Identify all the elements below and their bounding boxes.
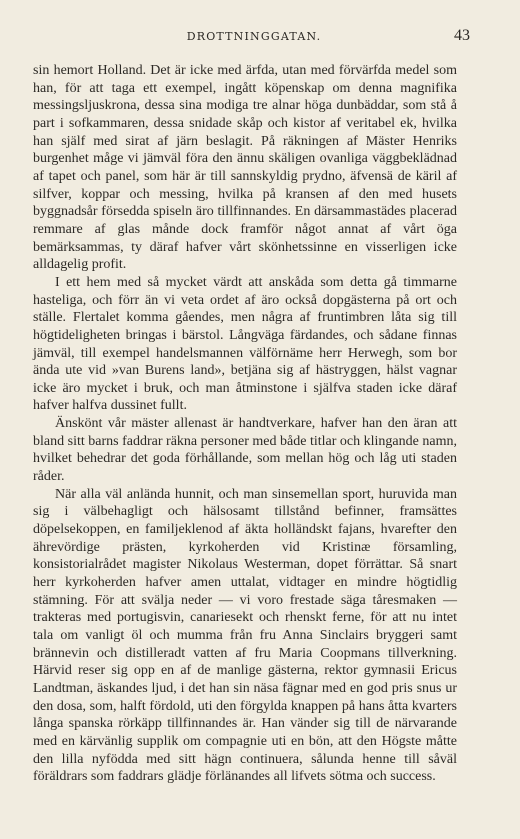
running-head [52, 27, 470, 50]
paragraph-4: När alla väl anlända hunnit, och man sinsemellan sport, huruvida man sig i välbehagligt och hälsosamt tillstånd befinner, framsättes döpelsekoppen, en familjeklenod af äkta holländskt fajans, hvarefter den ährevördige prästen, kyrkoherden vid Kristinæ församling, konsistorialrådet magister Nikolaus Westerman, dopet förrättar. Så snart herr kyrkoherden hafver amen uttalat, vidtager en mindre högtidlig stämning. För att svälja neder — vi voro frestade säga tåresmaken — trakteras med portugisvin, canariesekt och rhenskt ferne, för att nu intet tala om vanligt öl och mumma från fru Anna Sinclairs bryggeri samt brännevin och distilleradt vatten af fru Maria Coopmans tillverkning. Härvid reser sig opp en af de manlige gästerna, rektor gymnasii Ericus Landtman, äskandes ljud, i det han sin näsa fägnar med en god pris snus ur den dosa, som, halft fördold, uti den förgylda knappen på hans åtta kvarters långa spanska rörkäpp tillfinnandes är. Han vänder sig till de närvarande med en kärvänlig supplik om compagnie uti en bön, att den Högste måtte den lilla nyfödda med sitt hägn continuera, sålunda henne till såväl föräldrars som faddrars glädje förlänandes all lifvets sötma och success. [33, 486, 457, 785]
running-title: DROTTNINGGATAN. [186, 30, 322, 43]
body-text [33, 62, 457, 786]
paragraph-3: Änskönt vår mäster allenast är handtverkare, hafver han den äran att bland sitt barns faddrar räkna personer med både titlar och klingande namn, hvilket behedrar det goda förhållande, som mellan hög och låg uti staden råder. [33, 416, 457, 485]
paragraph-2: I ett hem med så mycket värdt att anskåda som detta gå timmarne hasteliga, och förr än vi veta ordet af äro också dopgästerna på ort och ställe. Flertalet komma gåendes, men några af fruntimbren låta sig till högtideligheten bringas i bärstol. Långväga färdandes, och sådane finnas jämväl, till exempel handelsmannen välförnäme herr Herwegh, som bor ända ute vid »van Burens land», betjäna sig af hästryggen, hälst vagnar icke äro mycket i bruk, och man åtminstone i själfva staden icke däraf hafver halfva dussinet fullt. [33, 274, 457, 414]
page-number: 43 [454, 27, 470, 44]
paragraph-1: sin hemort Holland. Det är icke med ärfda, utan med förvärfda medel som han, för att taga ett exempel, ingått köpenskap om denna magnifika messingsljuskrona, dessa sina modiga tre alnar höga dunbäddar, som stå å part i sofkammaren, dessa snidade skåp och kistor af veritabel ek, hvilka han själf med sirat af järn beslagit. På räkningen af Mäster Henriks burgenhet måge vi jämväl föra den ännu skäligen ovanliga väggbeklädnad af tapet och panel, som här är till sannskyldig prydno, äfvensä de käril af silfver, koppar och messing, hvilka på kransen af den med husets byggnadsår försedda spiseln äro tillfinnandes. En därsammastädes placerad remmare af glas månde dock framför något annat af vårt öga bemärksammas, ty däraf hafver vårt skönhetssinne en visserligen icke alldagelig profit. [33, 63, 457, 273]
